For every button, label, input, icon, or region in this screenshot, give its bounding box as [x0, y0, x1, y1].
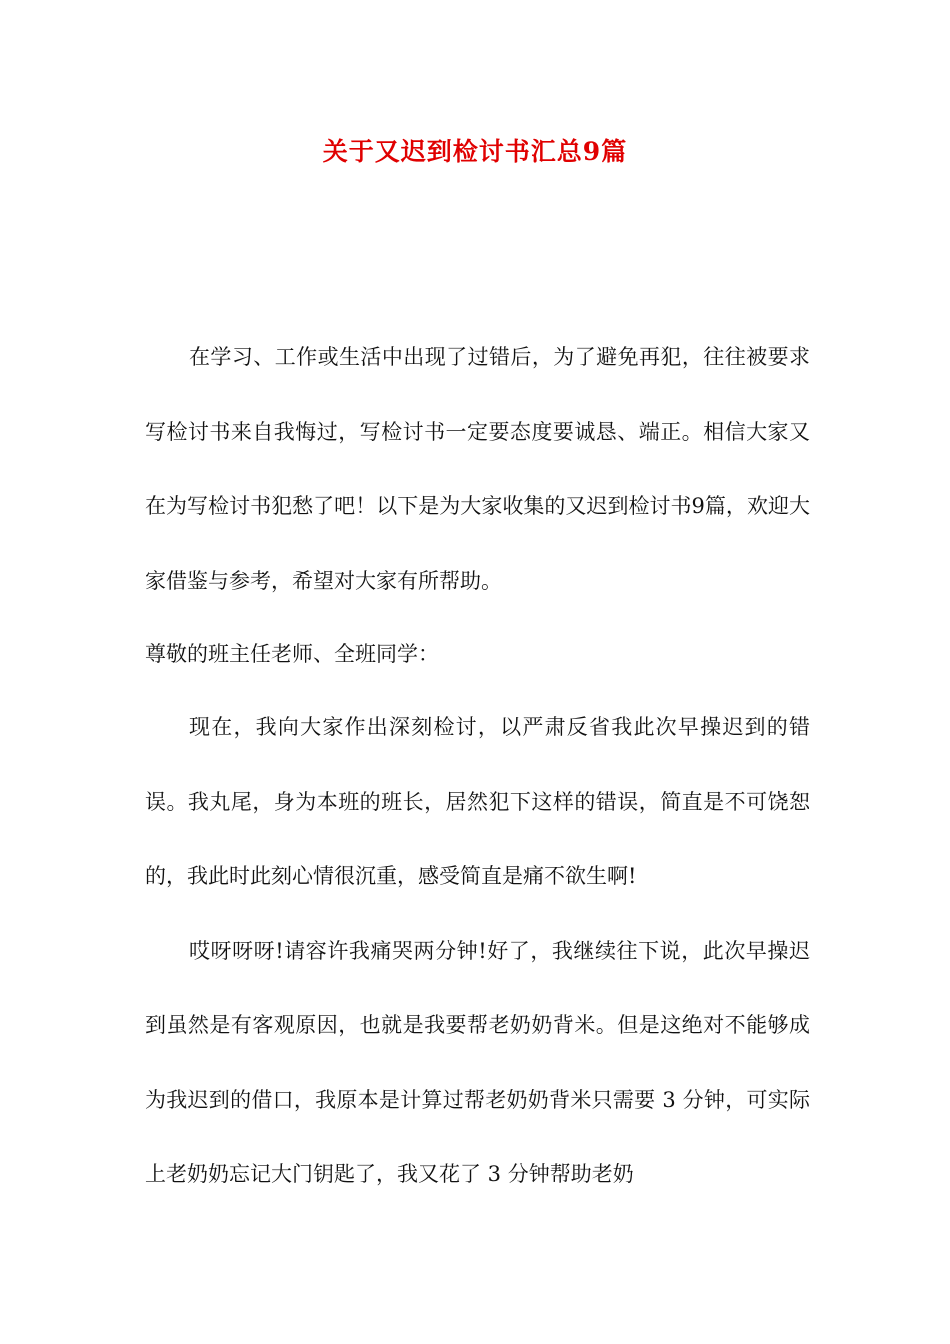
body-paragraph-1: 现在，我向大家作出深刻检讨，以严肃反省我此次早操迟到的错误。我丸尾，身为本班的班长，居然犯下这样的错误，简直是不可饶恕的，我此时此刻心情很沉重，感受简直是痛不欲生啊! — [145, 715, 810, 888]
document-body — [145, 320, 810, 1212]
document-title: 关于又迟到检讨书汇总9篇 — [322, 137, 628, 166]
body-paragraph-2: 哎呀呀呀!请容许我痛哭两分钟!好了，我继续往下说，此次早操迟到虽然是有客观原因，也就是我要帮老奶奶背米。但是这绝对不能够成为我迟到的借口，我原本是计算过帮老奶奶背米只需要 3 分钟，可实际上老奶奶忘记大门钥匙了，我又花了 3 分钟帮助老奶 — [145, 938, 810, 1186]
salutation-line: 尊敬的班主任老师、全班同学： — [145, 642, 439, 666]
intro-paragraph: 在学习、工作或生活中出现了过错后，为了避免再犯，往往被要求写检讨书来自我悔过，写检讨书一定要态度要诚恳、端正。相信大家又在为写检讨书犯愁了吧！以下是为大家收集的又迟到检讨书9篇，欢迎大家借鉴与参考，希望对大家有所帮助。 — [145, 345, 810, 593]
